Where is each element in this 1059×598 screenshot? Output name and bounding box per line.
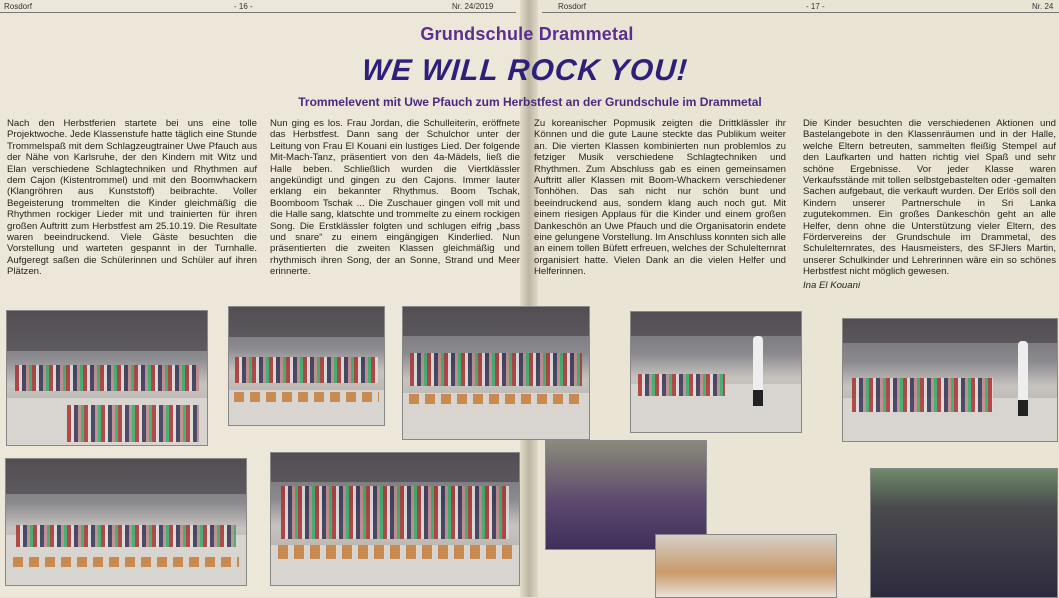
left-header-rule	[0, 12, 516, 13]
photo-trainer-conducting-1	[630, 311, 802, 433]
right-header-place: Rosdorf	[558, 2, 587, 11]
headline: WE WILL ROCK YOU!	[360, 54, 690, 87]
page-gutter	[520, 0, 538, 597]
column-3-text: Zu koreanischer Popmusik zeigten die Drittklässler ihr Können und die gute Laune steckte das Publikum weiter an. Die vierten Klassen kombinierten nun problemlos zu fetziger Musik verschiedene Schlagtechniken und Rhythmen. Zum Abschluss gab es einen gemeinsamen Auftritt aller Klassen mit Boom-Whackern verschiedener Tonhöhen. Das sah nicht nur schön bunt und beeindruckend aus, sondern klang auch noch gut. Mit einem riesigen Applaus für die Kinder und einem großen Dankeschön an Uwe Pfauch und die Organisatorin endete eine gelungene Vorstellung. Im Anschluss konnten sich alle an einem tollen Büfett erfreuen, welches der Schulelternrat organisiert hatte. Vielen Dank an die vielen Helfer und Helferinnen.	[534, 118, 786, 278]
column-2-text: Nun ging es los. Frau Jordan, die Schulleiterin, eröffnete das Herbstfest. Dann sang der Schulchor unter der Leitung von Frau El Kouani ein lustiges Lied. Der folgende Mit-Mach-Tanz, präsentiert von den 4a-Mädels, ließ die Halle beben. Schließlich wurden die Viertklässler angekündigt und gingen zu den Cajons. Immer lauter erklang ein bekannter Rhythmus. Boom Tschak, Boomboom Tschak ... Die Zuschauer gingen voll mit und die Halle sang, klatschte und trommelte zu einem rockigen Song. Die Erstklässler folgten und schlugen eifrig „bass und snare“ zu einem eingängigen Kinderlied. Nun präsentierten die zweiten Klassen gleichmäßig und rhythmisch ihren Song, der an Sonne, Strand und Meer erinnerte.	[270, 118, 520, 278]
left-header-issue: Nr. 24/2019	[452, 2, 494, 11]
photo-trainer-conducting-2	[842, 318, 1058, 442]
right-header-rule	[542, 12, 1059, 13]
article-column-1	[7, 118, 257, 278]
photo-paper-lanterns	[870, 468, 1058, 598]
photo-children-cajons-2	[402, 306, 590, 440]
photo-whole-school-gym	[5, 458, 247, 586]
left-header-place: Rosdorf	[4, 2, 33, 11]
photo-children-cajons-1	[228, 306, 385, 426]
article-column-3	[534, 118, 786, 278]
column-1-text: Nach den Herbstferien startete bei uns eine tolle Projektwoche. Jede Klassenstufe hatte täglich eine Stunde Trommelspaß mit dem Schlagzeugtrainer Uwe Pfauch aus der Nähe von Karlsruhe, der den Kindern mit Witz und Elan verschiedene Schlagtechniken und Rhythmen auf dem Cajon (Kistentrommel) und mit den Boomwhackern (Klangröhren aus Kunststoff) beibrachte. Voller Begeisterung trommelten die Kinder gleichmäßig die Rhythmen rockiger Lieder mit und trainierten für ihren großen Auftritt zum Herbstfest am 25.10.19. Die Resultate waren beeindruckend. Viele Gäste besuchten die Vorstellung und warteten gespannt in der Turnhalle. Aufgeregt saßen die Schülerinnen und Schüler auf ihren Plätzen.	[7, 118, 257, 278]
photo-gym-audience	[6, 310, 208, 446]
school-name: Grundschule Drammetal	[420, 24, 634, 44]
subtitle: Trommelevent mit Uwe Pfauch zum Herbstfest an der Grundschule im Drammetal	[298, 95, 762, 109]
photo-buffet-table	[655, 534, 837, 598]
article-column-4	[803, 118, 1056, 291]
right-header-page: - 17 -	[806, 2, 825, 11]
right-header-issue: Nr. 24	[1032, 2, 1054, 11]
left-header-page: - 16 -	[234, 2, 253, 11]
article-column-2	[270, 118, 520, 278]
author-signature: Ina El Kouani	[803, 279, 861, 291]
column-4-text: Die Kinder besuchten die verschiedenen Aktionen und Bastelangebote in den Klassenräumen und in der Halle, welche Eltern betreuten, sammelten fleißig Stempel auf den Laufkarten und hatten richtig viel Spaß und sehr schöne Ergebnisse. Vor jeder Klasse waren Verkaufsstände mit tollen selbstgebastelten oder -gemalten Sachen aufgebaut, die verkauft wurden. Der Erlös soll den Kindern unserer Partnerschule in Sri Lanka zugutekommen. Ein großes Dankeschön geht an alle Helfer, denn ohne die Unterstützung vieler Eltern, des Fördervereins der Grundschule im Drammetal, des Schulelternrates, des Hausmeisters, des SFJlers Martin, unserer Schulkinder und Lehrerinnen wäre ein so schönes Herbstfest nicht möglich gewesen.	[803, 118, 1056, 278]
photo-children-performing	[270, 452, 520, 586]
